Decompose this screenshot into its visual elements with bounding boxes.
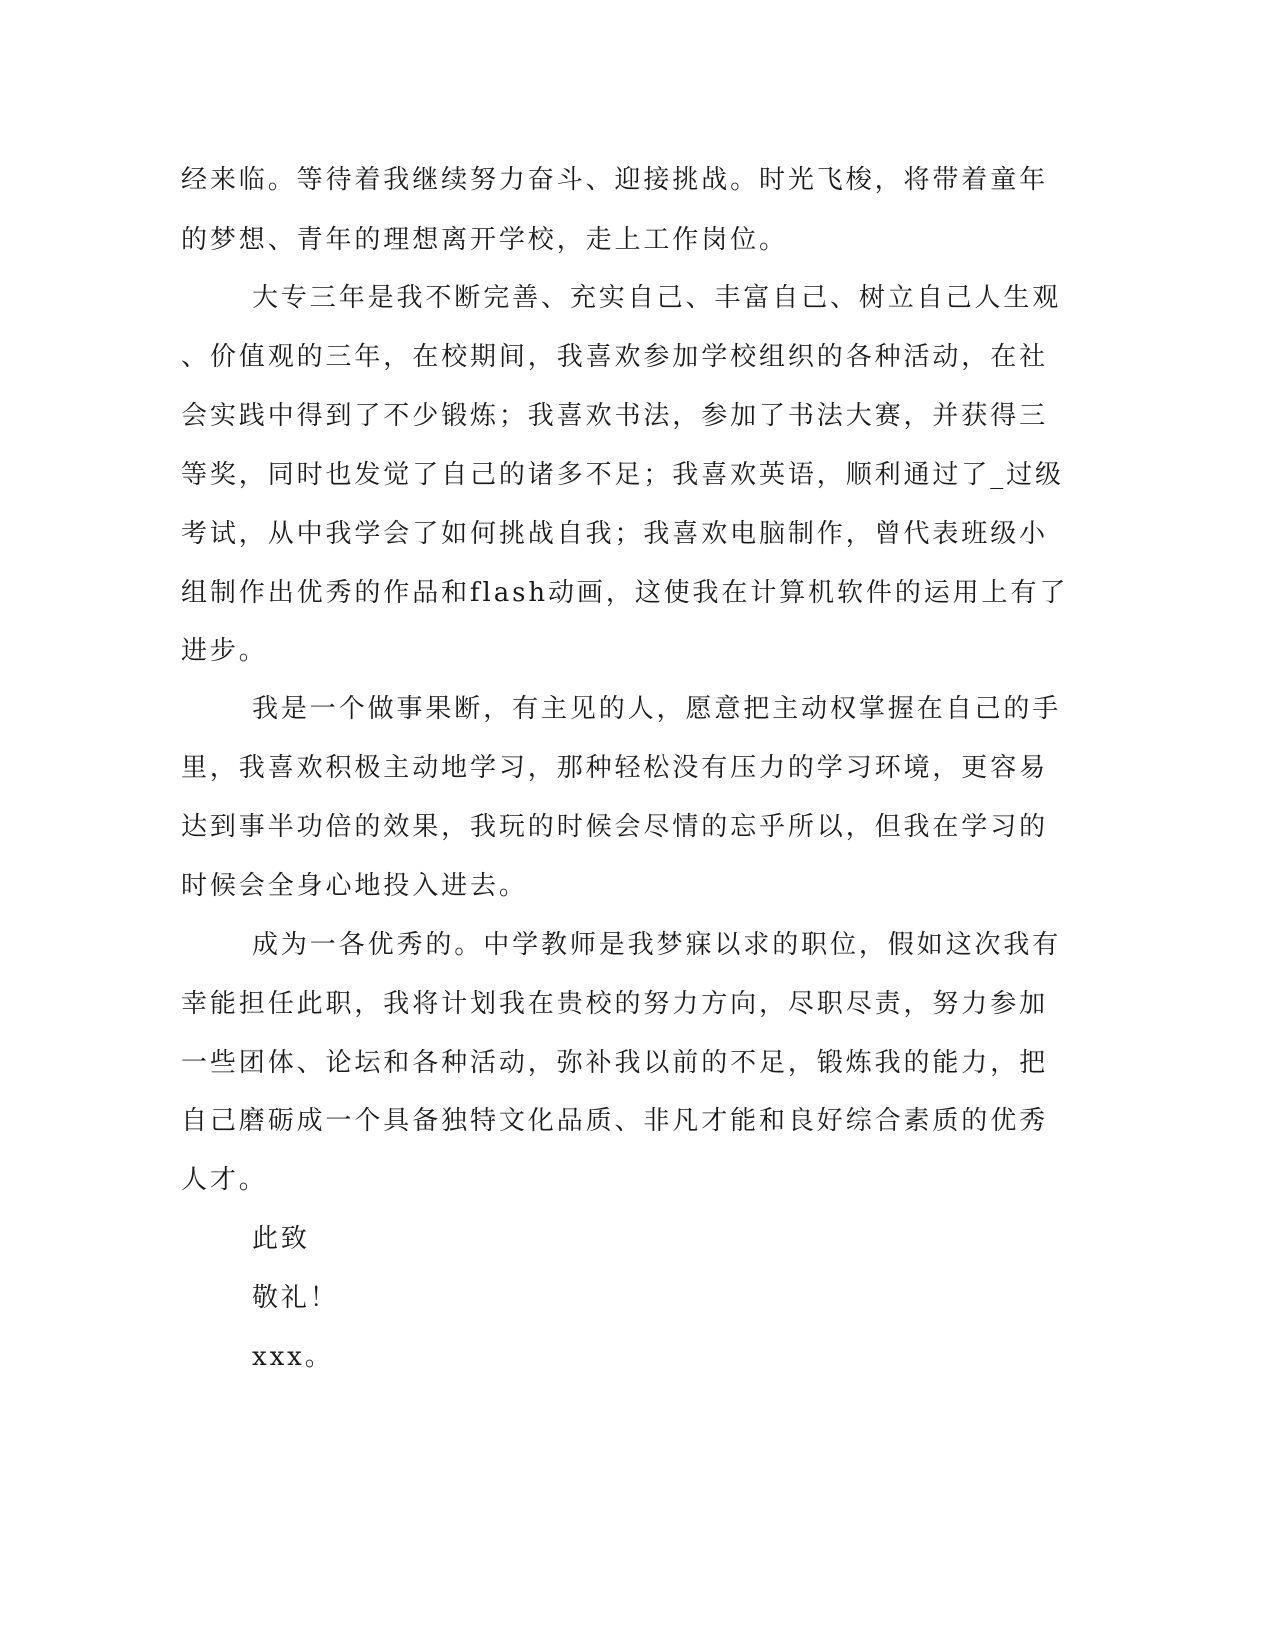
text-line: 时候会全身心地投入进去。 — [181, 871, 528, 901]
closing-salutation: 此致 — [252, 1224, 310, 1254]
text-line: 自己磨砺成一个具备独特文化品质、非凡才能和良好综合素质的优秀 — [181, 1106, 1049, 1136]
text-line: 会实践中得到了不少锻炼；我喜欢书法，参加了书法大赛，并获得三 — [181, 401, 1049, 431]
text-line: 进步。 — [181, 636, 268, 666]
text-line: 等奖，同时也发觉了自己的诸多不足；我喜欢英语，顺利通过了_过级 — [181, 460, 1064, 490]
text-line: 达到事半功倍的效果，我玩的时候会尽情的忘乎所以，但我在学习的 — [181, 812, 1049, 842]
text-line: 里，我喜欢积极主动地学习，那种轻松没有压力的学习环境，更容易 — [181, 753, 1049, 783]
paragraph-start-line: 大专三年是我不断完善、充实自己、丰富自己、树立自己人生观 — [252, 283, 1062, 313]
text-line: 组制作出优秀的作品和flash动画，这使我在计算机软件的运用上有了 — [181, 578, 1069, 608]
text-line: 的梦想、青年的理想离开学校，走上工作岗位。 — [181, 225, 788, 255]
closing-regards: 敬礼！ — [252, 1283, 339, 1313]
text-line: 人才。 — [181, 1165, 268, 1195]
text-line: 一些团体、论坛和各种活动，弥补我以前的不足，锻炼我的能力，把 — [181, 1048, 1049, 1078]
signature: xxx。 — [252, 1342, 334, 1372]
paragraph-start-line: 成为一各优秀的。中学教师是我梦寐以求的职位，假如这次我有 — [252, 930, 1062, 960]
text-line: 、价值观的三年，在校期间，我喜欢参加学校组织的各种活动，在社 — [181, 342, 1049, 372]
paragraph-start-line: 我是一个做事果断，有主见的人，愿意把主动权掌握在自己的手 — [252, 694, 1062, 724]
text-line: 经来临。等待着我继续努力奋斗、迎接挑战。时光飞梭，将带着童年 — [181, 165, 1049, 195]
text-line: 幸能担任此职，我将计划我在贵校的努力方向，尽职尽责，努力参加 — [181, 989, 1049, 1019]
text-line: 考试，从中我学会了如何挑战自我；我喜欢电脑制作，曾代表班级小 — [181, 519, 1049, 549]
